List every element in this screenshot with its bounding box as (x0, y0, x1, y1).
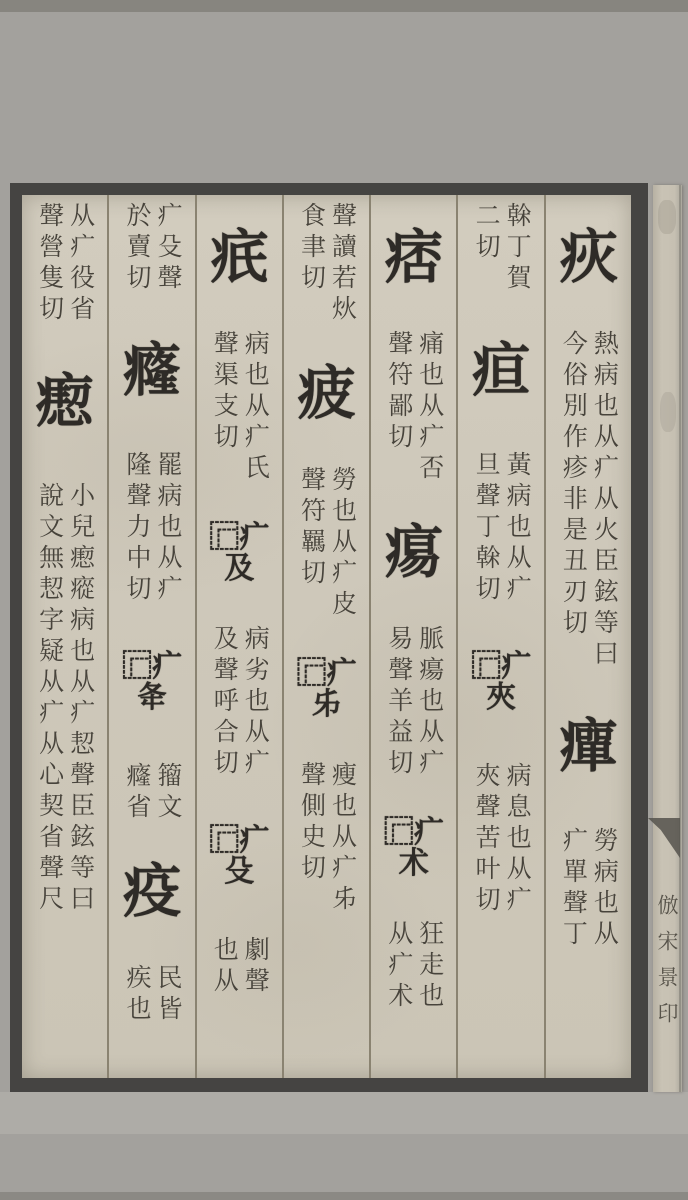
gloss-block (383, 920, 445, 1013)
gloss-left-line: 易聲羊益切 (384, 625, 412, 780)
gloss-right-line: 病息也从疒 (503, 762, 531, 917)
gloss-block (296, 202, 358, 326)
gloss-left-line: 疒單聲丁 (559, 827, 587, 951)
margin-smudge (658, 200, 676, 234)
gloss-right-line: 劇聲 (241, 936, 269, 998)
gloss-left-line: 二切 (472, 202, 500, 264)
gloss-block (34, 482, 96, 916)
seal-headword: 疧 (210, 225, 269, 290)
gloss-right-line: 勞也从疒皮 (328, 466, 356, 621)
gloss-block (121, 202, 183, 295)
gloss-left-line: 說文無恝字疑从疒从心契省聲尺 (35, 482, 63, 916)
page-frame (10, 183, 648, 1092)
gloss-left-line: 疾也 (122, 964, 150, 1026)
gloss-left-line: 聲側史切 (297, 761, 325, 885)
gloss-block (208, 625, 270, 780)
gloss-left-line: 癃省 (122, 762, 150, 824)
gloss-right-line: 小兒瘛瘲病也从疒恝聲臣鉉等曰 (66, 482, 94, 916)
seal-headword: ⿸疒夅 (121, 649, 182, 714)
margin-smudge (660, 392, 676, 432)
column-3 (369, 195, 456, 1078)
seal-headword: ⿸疒术 (383, 815, 444, 880)
gloss-block (121, 964, 183, 1026)
gloss-right-line: 熱病也从疒从火臣鉉等曰 (590, 330, 618, 671)
gloss-left-line: 从疒术 (384, 920, 412, 1013)
gloss-right-line: 黃病也从疒 (503, 451, 531, 606)
gloss-left-line: 聲符鄙切 (384, 330, 412, 454)
gloss-right-line: 榦丁賀 (503, 202, 531, 295)
gloss-right-line: 聲讀若炏 (328, 202, 356, 326)
scan-lower-shading (0, 1092, 688, 1134)
column-6 (107, 195, 194, 1078)
seal-headword: ⿸疒𠂔 (296, 656, 357, 721)
gloss-left-line: 及聲呼合切 (210, 625, 238, 780)
seal-headword: ⿸疒及 (209, 520, 270, 585)
gloss-left-line: 聲營隻切 (35, 202, 63, 326)
gloss-right-line: 籀文 (153, 762, 181, 824)
column-2 (456, 195, 543, 1078)
gloss-left-line: 聲渠支切 (210, 330, 238, 454)
scan-bottom-edge (0, 1192, 688, 1200)
gloss-block (296, 466, 358, 621)
gloss-block (34, 202, 96, 326)
gloss-right-line: 瘦也从疒𠂔 (328, 761, 356, 916)
gloss-block (557, 330, 619, 671)
gloss-block (470, 762, 532, 917)
gloss-right-line: 疒殳聲 (153, 202, 181, 295)
gloss-block (208, 936, 270, 998)
column-1 (544, 195, 631, 1078)
gloss-block (383, 330, 445, 485)
gloss-block (296, 761, 358, 916)
seal-headword: ⿸疒殳 (209, 823, 270, 888)
gloss-left-line: 食聿切 (297, 202, 325, 295)
gloss-right-line: 狂走也 (415, 920, 443, 1013)
seal-headword: 疲 (297, 361, 356, 426)
gloss-left-line: 於賣切 (122, 202, 150, 295)
gloss-left-line: 聲符羈切 (297, 466, 325, 590)
gloss-block (121, 451, 183, 606)
seal-headword: 痬 (384, 520, 443, 585)
gloss-right-line: 罷病也从疒 (153, 451, 181, 606)
seal-headword: 癃 (122, 338, 181, 403)
gloss-block (557, 827, 619, 951)
gloss-left-line: 隆聲力中切 (122, 451, 150, 606)
gloss-block (121, 762, 183, 824)
gloss-right-line: 病劣也从疒 (241, 625, 269, 780)
column-5 (195, 195, 282, 1078)
seal-headword: 痞 (384, 225, 443, 290)
gloss-left-line: 今俗別作疹非是丑刃切 (559, 330, 587, 640)
gloss-left-line: 夾聲苦叶切 (472, 762, 500, 917)
text-columns (22, 195, 631, 1078)
gloss-right-line: 痛也从疒否 (415, 330, 443, 485)
seal-headword: 疫 (122, 859, 181, 924)
edition-label: 倣宋景印 (655, 894, 679, 1038)
seal-headword: 瘛 (35, 369, 94, 434)
column-4 (282, 195, 369, 1078)
gloss-right-line: 从疒役省 (66, 202, 94, 326)
gloss-right-line: 民皆 (153, 964, 181, 1026)
gloss-right-line: 病也从疒氏 (241, 330, 269, 485)
gloss-block (208, 330, 270, 485)
gloss-left-line: 也从 (210, 936, 238, 998)
scan-top-edge (0, 0, 688, 12)
seal-headword: ⿸疒夾 (471, 649, 532, 714)
seal-headword: 疢 (559, 225, 618, 290)
gloss-block (383, 625, 445, 780)
seal-headword: 疸 (472, 338, 531, 403)
column-7 (22, 195, 107, 1078)
gloss-block (470, 202, 532, 295)
gloss-right-line: 勞病也从 (590, 827, 618, 951)
gloss-left-line: 旦聲丁榦切 (472, 451, 500, 606)
gloss-right-line: 脈瘍也从疒 (415, 625, 443, 780)
gloss-block (470, 451, 532, 606)
seal-headword: 癉 (559, 714, 618, 779)
